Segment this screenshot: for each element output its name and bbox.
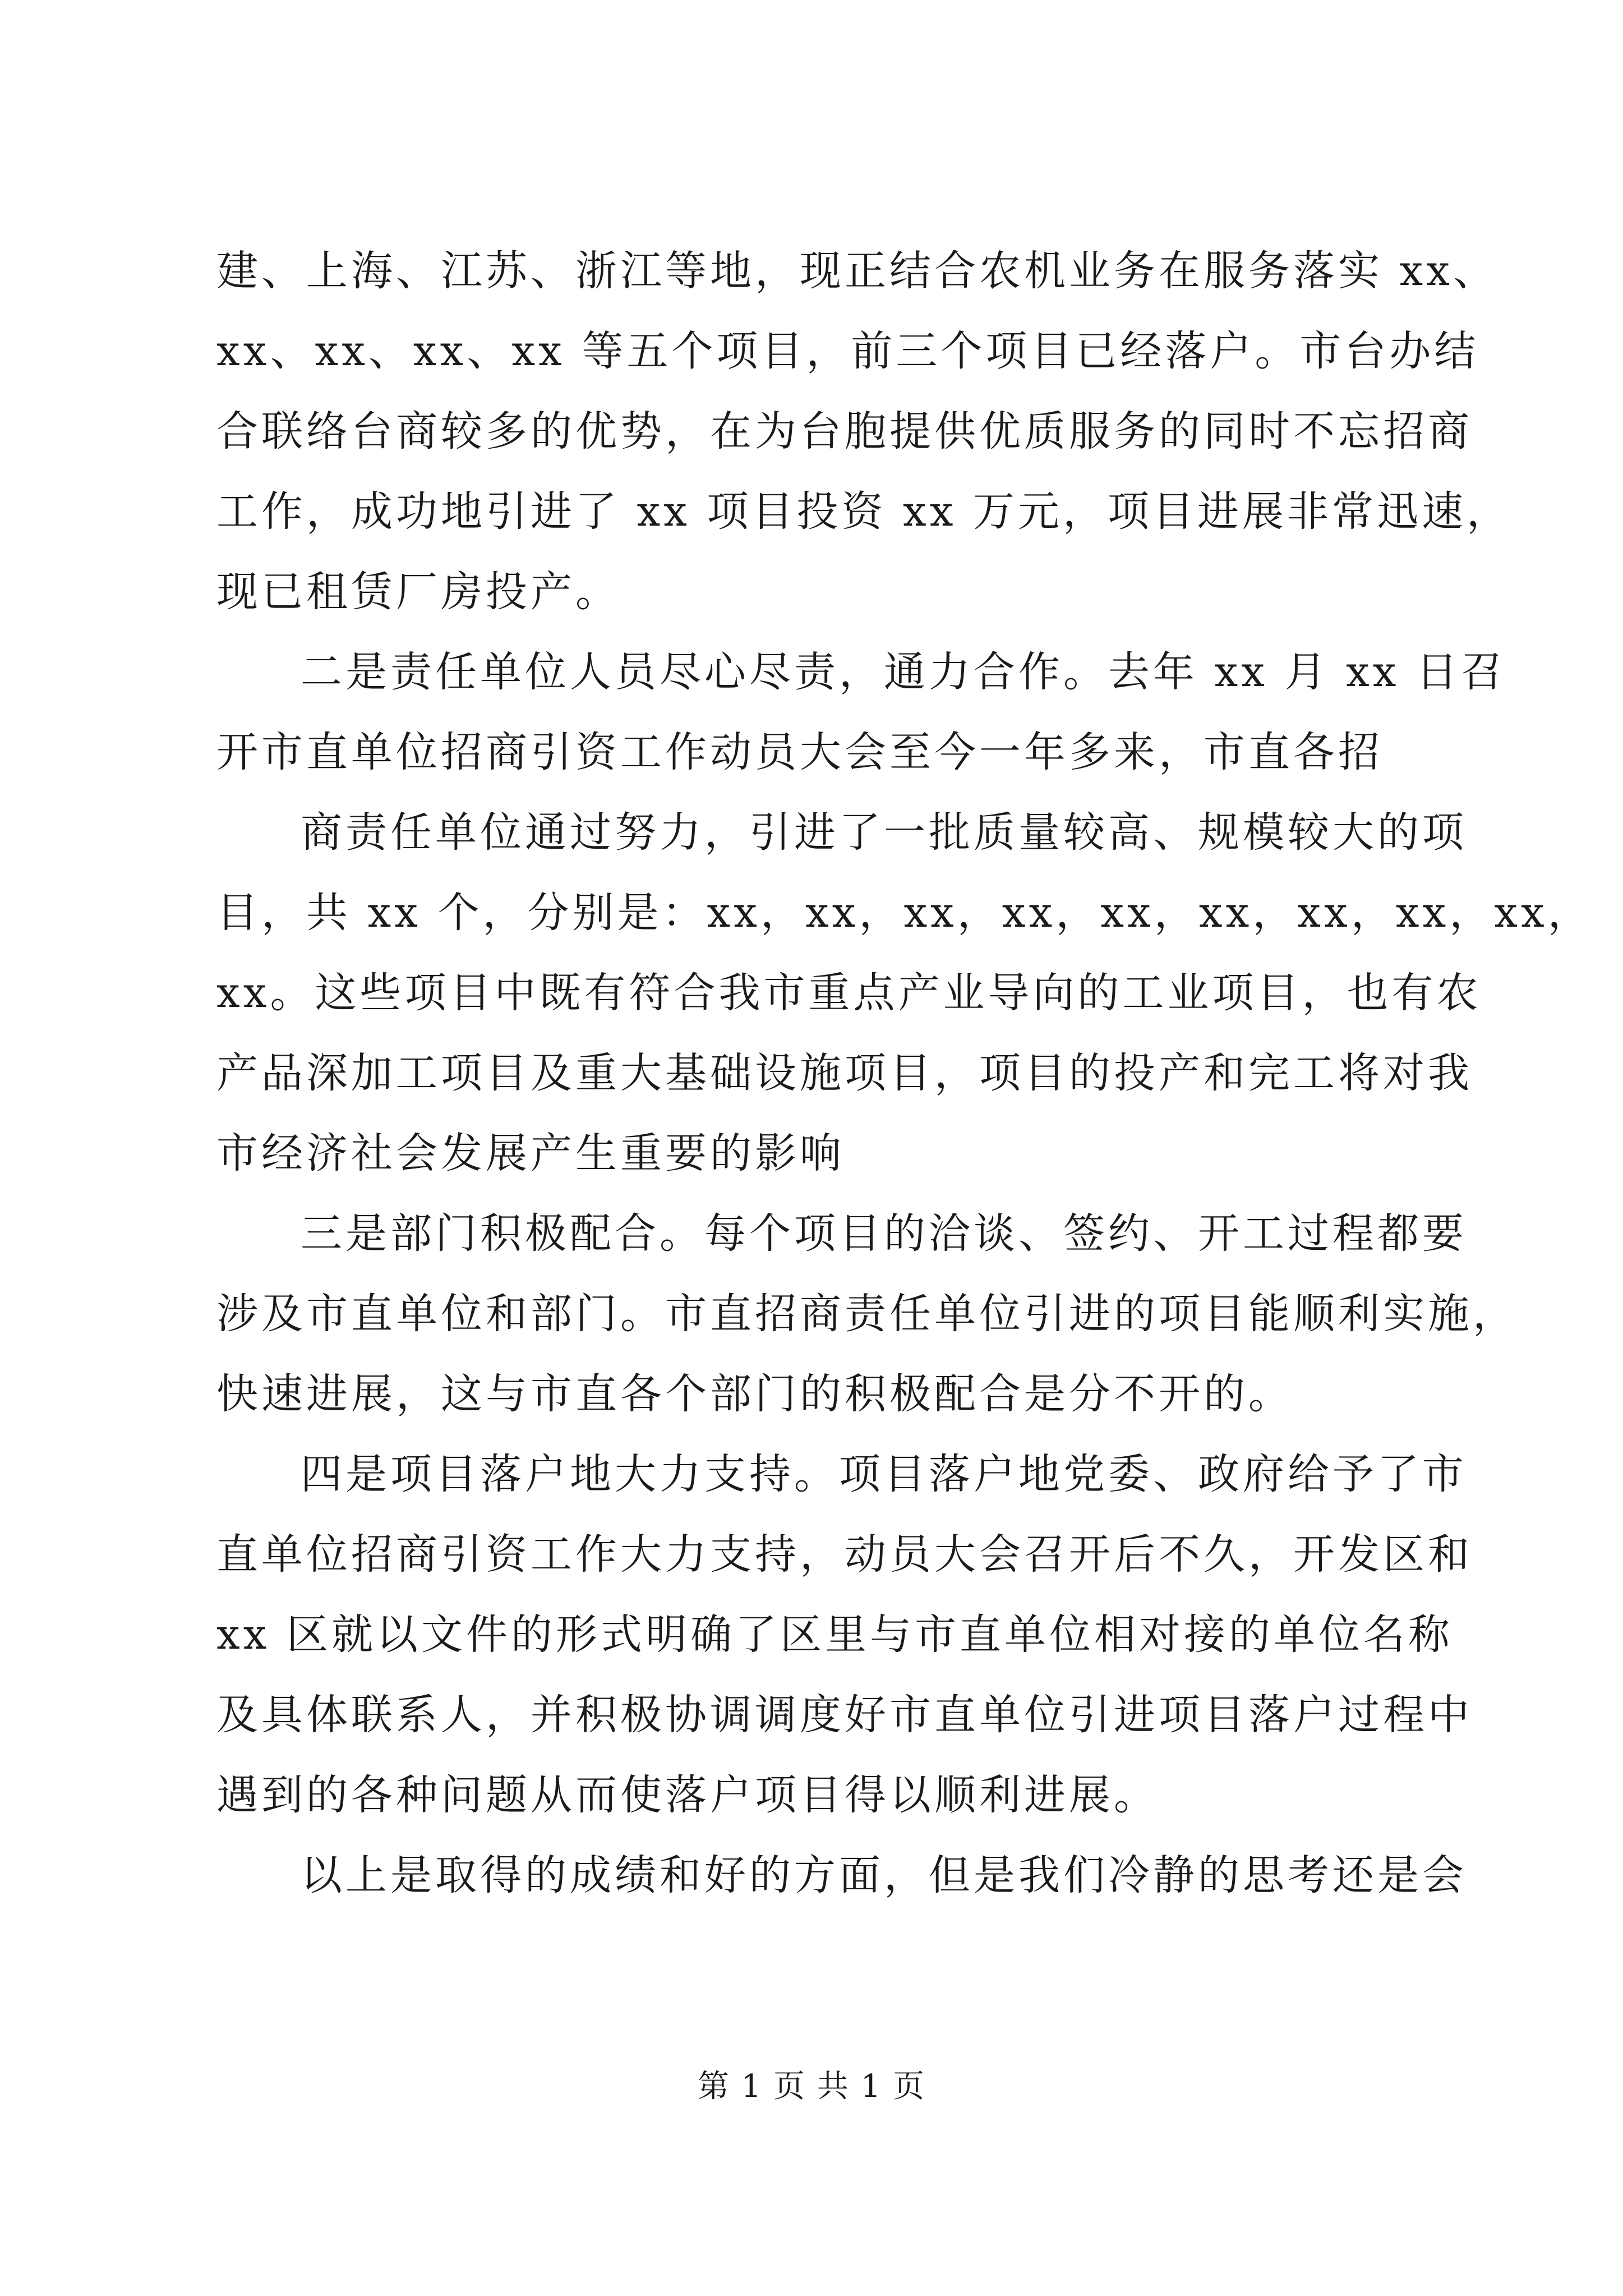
text-line: xx 区就以文件的形式明确了区里与市直单位相对接的单位名称 <box>216 1611 1453 1659</box>
text-line: 遇到的各种问题从而使落户项目得以顺利进展。 <box>216 1771 1159 1819</box>
paragraph-start-line: 商责任单位通过努力，引进了一批质量较高、规模较大的项 <box>301 808 1467 857</box>
text-line: 快速进展，这与市直各个部门的积极配合是分不开的。 <box>216 1370 1293 1418</box>
text-line: 直单位招商引资工作大力支持，动员大会召开后不久，开发区和 <box>216 1530 1473 1579</box>
text-line: 建、上海、江苏、浙江等地，现正结合农机业务在服务落实 xx、 <box>216 247 1498 295</box>
text-line: 涉及市直单位和部门。市直招商责任单位引进的项目能顺利实施， <box>216 1290 1518 1338</box>
text-line: xx、xx、xx、xx 等五个项目，前三个项目已经落户。市台办结 <box>216 327 1479 375</box>
text-line: 及具体联系人，并积极协调调度好市直单位引进项目落户过程中 <box>216 1691 1473 1739</box>
text-line: 产品深加工项目及重大基础设施项目，项目的投产和完工将对我 <box>216 1049 1473 1097</box>
paragraph-start-line: 三是部门积极配合。每个项目的洽谈、签约、开工过程都要 <box>301 1209 1467 1258</box>
text-line: xx。这些项目中既有符合我市重点产业导向的工业项目，也有农 <box>216 969 1482 1017</box>
paragraph-start-line: 二是责任单位人员尽心尽责，通力合作。去年 xx 月 xx 日召 <box>301 648 1506 696</box>
page-number-footer: 第 1 页 共 1 页 <box>697 2068 926 2105</box>
text-line: 市经济社会发展产生重要的影响 <box>216 1129 845 1177</box>
text-line: 合联络台商较多的优势，在为台胞提供优质服务的同时不忘招商 <box>216 407 1473 455</box>
text-line: 工作，成功地引进了 xx 项目投资 xx 万元，项目进展非常迅速， <box>216 487 1512 536</box>
text-line: 现已租赁厂房投产。 <box>216 568 620 616</box>
paragraph-start-line: 以上是取得的成绩和好的方面，但是我们冷静的思考还是会 <box>301 1851 1467 1899</box>
paragraph-start-line: 四是项目落户地大力支持。项目落户地党委、政府给予了市 <box>301 1450 1467 1498</box>
text-line: 目，共 xx 个，分别是：xx，xx，xx，xx，xx，xx，xx，xx，xx， <box>216 889 1593 937</box>
document-body <box>216 231 1593 1916</box>
text-line: 开市直单位招商引资工作动员大会至今一年多来，市直各招 <box>216 728 1383 776</box>
